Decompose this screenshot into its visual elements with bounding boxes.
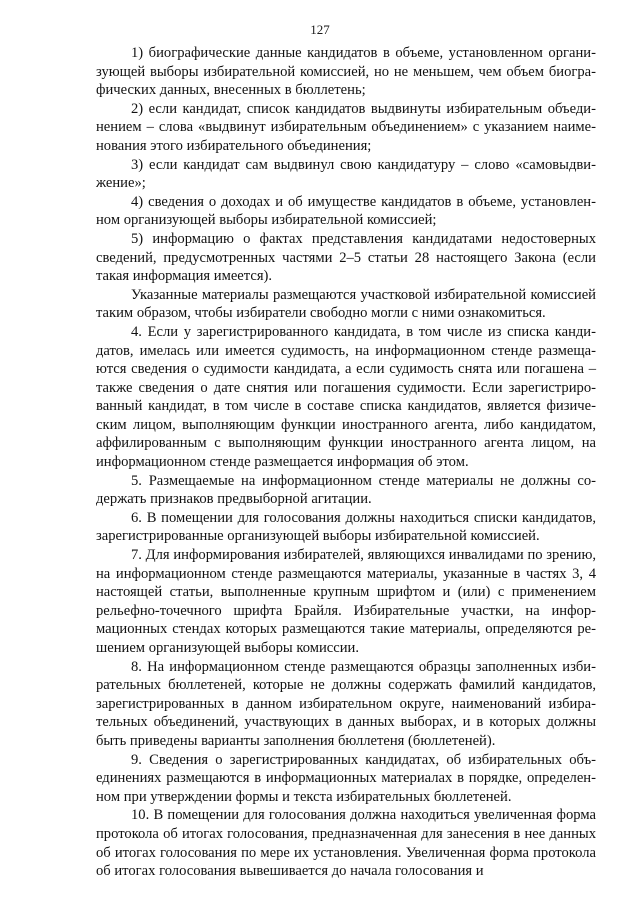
paragraph-clause-4: 4. Если у зарегистрированного кандидата, в том числе из списка кандидатов, имелась или имеется судимость, на информационном стенде размещаются сведения о судимости кандидата, а если судимость снята или погашена – также сведения о дате снятия или погашения судимости. Если зарегистрированный кандидат, в том числе в составе списка кандидатов, является физическим лицом, выполняющим функции иностранного агента, либо кандидатом, аффилированным с выполняющим функции иностранного агента лицом, на информационном стенде размещается информация об этом. (96, 323, 596, 471)
paragraph-item-2: 2) если кандидат, список кандидатов выдвинуты избирательным объединением – слова «выдвинут избирательным объединением» с указанием наименования этого избирательного объединения; (96, 100, 596, 154)
paragraph-item-5: 5) информацию о фактах представления кандидатами недостоверных сведений, предусмотренных частями 2–5 статьи 28 настоящего Закона (если такая информация имеется). (96, 230, 596, 285)
paragraph-clause-7: 7. Для информирования избирателей, являющихся инвалидами по зрению, на информационном стенде размещаются материалы, указанные в частях 3, 4 настоящей статьи, выполненные крупным шрифтом и (или) с применением рельефно-точечного шрифта Брайля. Избирательные участки, на информационных стендах которых размещаются такие материалы, определяются решением организующей выборы комиссии. (96, 547, 596, 656)
paragraph-clause-8: 8. На информационном стенде размещаются образцы заполненных избирательных бюллетеней, которые не должны содержать фамилий кандидатов, зарегистрированных в данном избирательном округе, наименований избирательных объединений, участвующих в данных выборах, и в которых должны быть приведены варианты заполнения бюллетеня (бюллетеней). (96, 658, 596, 749)
paragraph-clause-9: 9. Сведения о зарегистрированных кандидатах, об избирательных объединениях размещаются в информационных материалах в порядке, определенном при утверждении формы и текста избирательных бюллетеней. (96, 751, 596, 805)
paragraph-clause-5: 5. Размещаемые на информационном стенде материалы не должны содержать признаков предвыборной агитации. (96, 472, 596, 508)
page-number: 127 (310, 22, 330, 37)
paragraph-materials-placement: Указанные материалы размещаются участковой избирательной комиссией таким образом, чтобы избиратели свободно могли с ними ознакомиться. (96, 286, 596, 322)
paragraph-item-4: 4) сведения о доходах и об имуществе кандидатов в объеме, установленном организующей выборы избирательной комиссией; (96, 193, 596, 229)
paragraph-clause-10: 10. В помещении для голосования должна находиться увеличенная форма протокола об итогах голосования, предназначенная для занесения в нее данных об итогах голосования по мере их установления. Увеличенная форма протокола об итогах голосования вывешивается до начала голосования и (96, 807, 596, 880)
paragraph-item-1: 1) биографические данные кандидатов в объеме, установленном организующей выборы избирательной комиссией, но не меньшем, чем объем биографических данных, внесенных в бюллетень; (96, 45, 596, 99)
paragraph-item-3: 3) если кандидат сам выдвинул свою кандидатуру – слово «самовыдвижение»; (96, 156, 596, 192)
document-body (96, 44, 596, 881)
paragraph-clause-6: 6. В помещении для голосования должны находиться списки кандидатов, зарегистрированные организующей выборы избирательной комиссией. (96, 509, 596, 545)
